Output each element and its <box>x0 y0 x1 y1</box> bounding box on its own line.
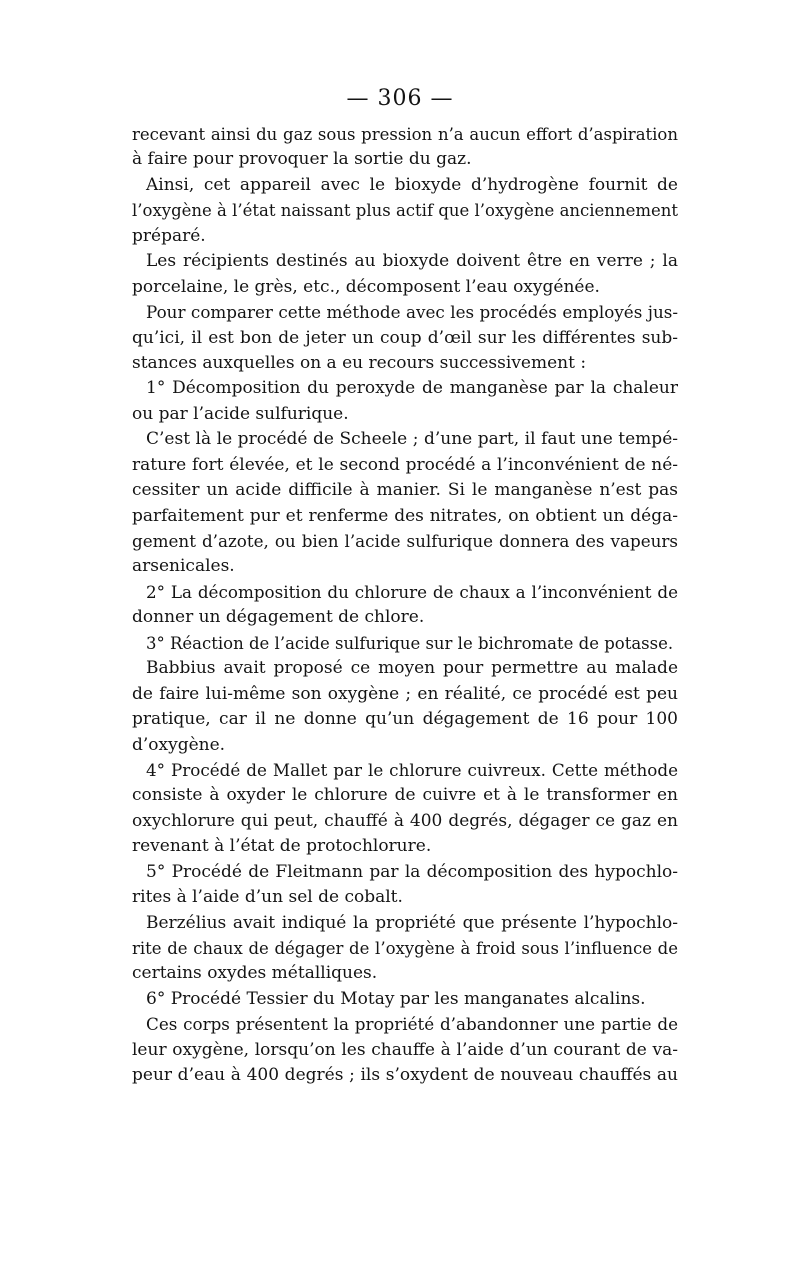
text-line: Berzélius avait indiqué la propriété que présente l’hypochlo- <box>146 912 678 933</box>
text-line: oxychlorure qui peut, chauffé à 400 degrés, dégager ce gaz en <box>132 810 678 831</box>
text-line: Les récipients destinés au bioxyde doivent être en verre ; la <box>146 251 678 272</box>
text-line: certains oxydes métalliques. <box>132 963 378 984</box>
text-line: ou par l’acide sulfurique. <box>132 403 349 424</box>
text-line: pratique, car il ne donne qu’un dégagement de 16 pour 100 <box>132 709 678 730</box>
text-line: rites à l’aide d’un sel de cobalt. <box>132 887 403 908</box>
text-line: rature fort élevée, et le second procédé a l’inconvénient de né- <box>132 454 678 475</box>
text-line: à faire pour provoquer la sortie du gaz. <box>132 149 472 170</box>
text-line: de faire lui-même son oxygène ; en réalité, ce procédé est peu <box>132 683 678 704</box>
text-line: préparé. <box>132 225 206 246</box>
text-line: C’est là le procédé de Scheele ; d’une part, il faut une tempé- <box>146 429 678 450</box>
text-line: 4° Procédé de Mallet par le chlorure cuivreux. Cette méthode <box>146 759 678 780</box>
text-line: leur oxygène, lorsqu’on les chauffe à l’aide d’un courant de va- <box>132 1039 678 1060</box>
text-line: Pour comparer cette méthode avec les procédés employés jus- <box>146 302 678 323</box>
text-line: revenant à l’état de protochlorure. <box>132 836 432 857</box>
body-text <box>132 122 678 1089</box>
text-line: 5° Procédé de Fleitmann par la décomposition des hypochlo- <box>146 861 678 882</box>
text-line: 1° Décomposition du peroxyde de manganèse par la chaleur <box>146 378 678 399</box>
text-line: porcelaine, le grès, etc., décomposent l’eau oxygénée. <box>132 276 600 297</box>
text-line: Ces corps présentent la propriété d’abandonner une partie de <box>146 1014 678 1035</box>
text-line: d’oxygène. <box>132 734 226 755</box>
text-line: Babbius avait proposé ce moyen pour permettre au malade <box>146 658 678 679</box>
text-line: recevant ainsi du gaz sous pression n’a aucun effort d’aspiration <box>132 125 678 144</box>
text-line: Ainsi, cet appareil avec le bioxyde d’hydrogène fournit de <box>146 174 678 195</box>
text-line: 2° La décomposition du chlorure de chaux a l’inconvénient de <box>146 581 678 602</box>
text-line: peur d’eau à 400 degrés ; ils s’oxydent de nouveau chauffés au <box>132 1065 678 1086</box>
text-line: parfaitement pur et renferme des nitrates, on obtient un déga- <box>132 505 678 526</box>
text-line: rite de chaux de dégager de l’oxygène à froid sous l’influence de <box>132 939 678 958</box>
text-line: l’oxygène à l’état naissant plus actif que l’oxygène anciennement <box>132 201 678 221</box>
text-line: cessiter un acide difficile à manier. Si le manganèse n’est pas <box>132 480 678 501</box>
text-line: stances auxquelles on a eu recours successivement : <box>132 352 587 373</box>
text-line: 6° Procédé Tessier du Motay par les manganates alcalins. <box>146 988 646 1009</box>
text-line: arsenicales. <box>132 556 235 577</box>
text-line: consiste à oxyder le chlorure de cuivre et à le transformer en <box>132 785 678 806</box>
text-line: gement d’azote, ou bien l’acide sulfurique donnera des vapeurs <box>132 531 678 551</box>
text-line: qu’ici, il est bon de jeter un coup d’œil sur les différentes sub- <box>132 327 678 348</box>
text-line: donner un dégagement de chlore. <box>132 607 425 628</box>
page-number: — 306 — <box>346 86 454 111</box>
text-line: 3° Réaction de l’acide sulfurique sur le bichromate de potasse. <box>146 633 674 653</box>
